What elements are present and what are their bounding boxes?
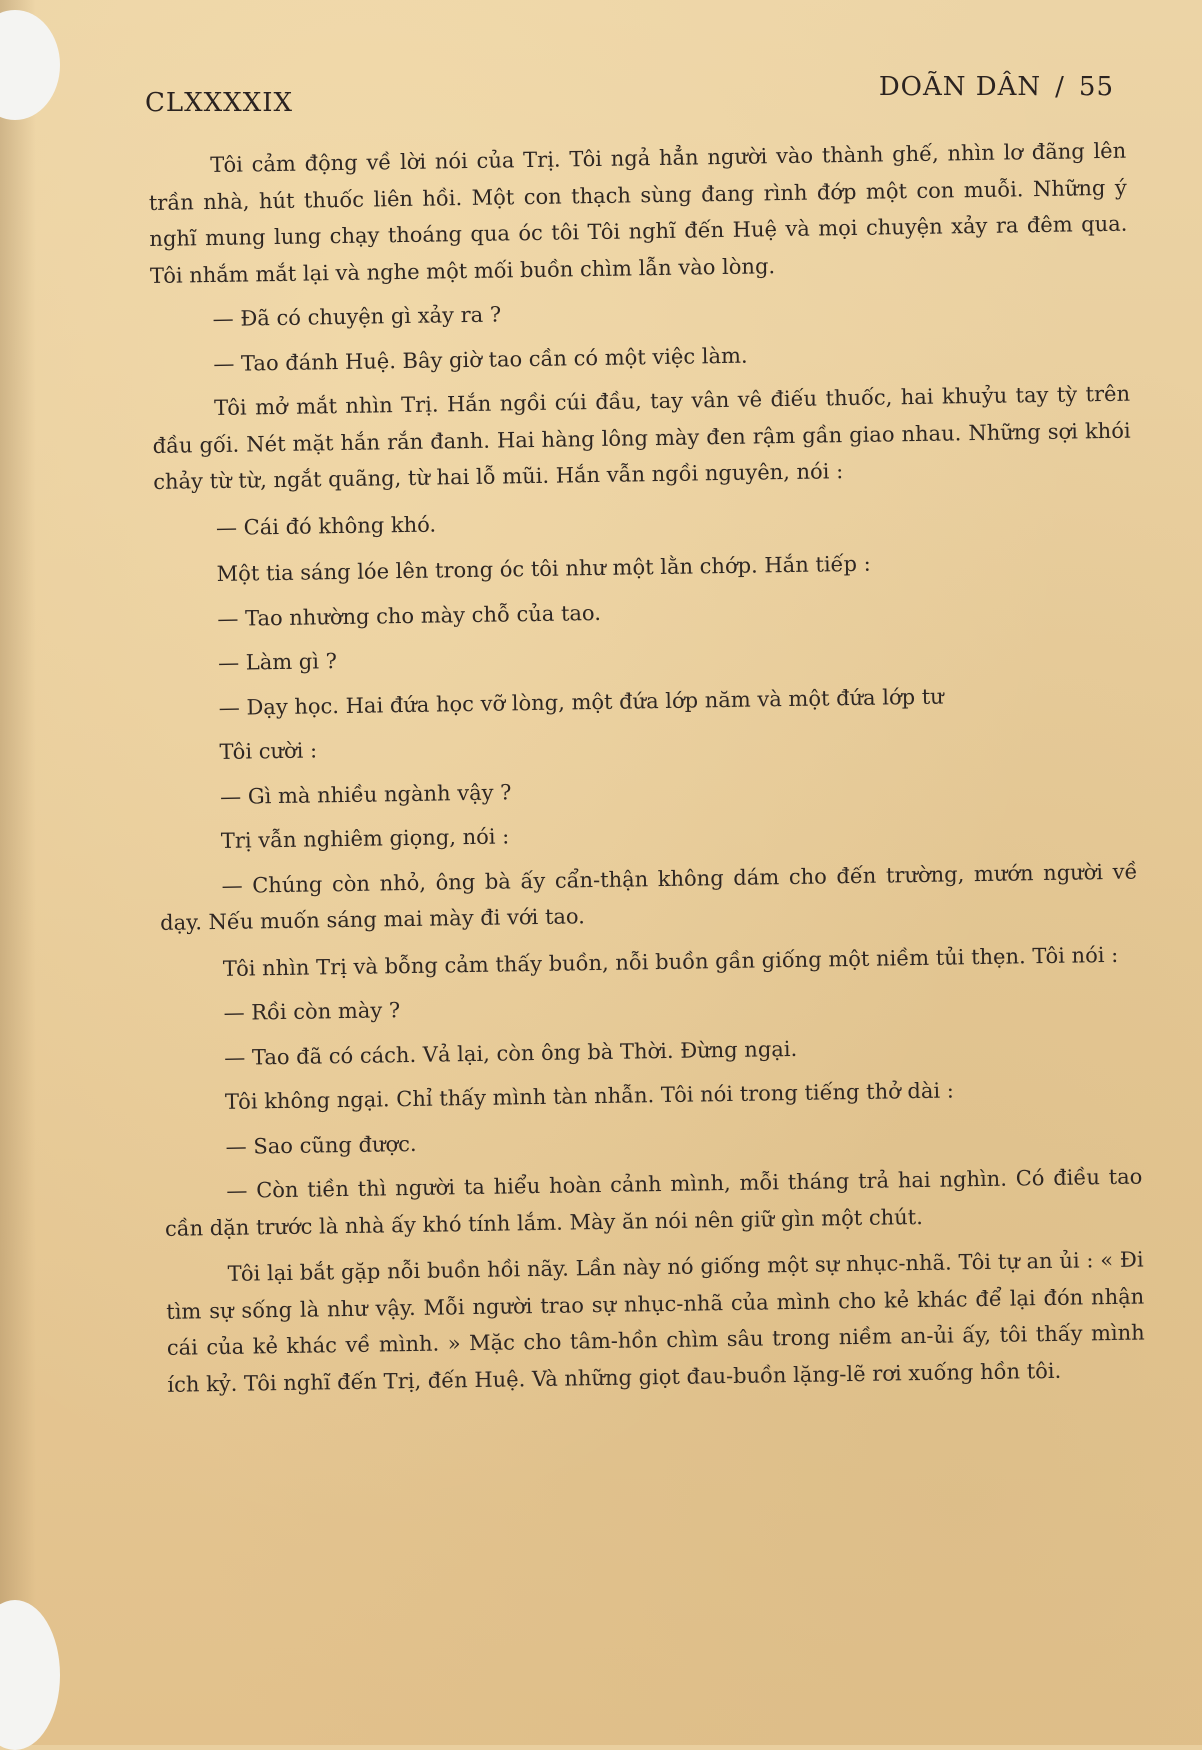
paragraph: Tôi lại bắt gặp nỗi buồn hồi nãy. Lần này nó giống một sự nhục-nhã. Tôi tự an ủi : « Đi tìm sự sống là như vậy. Mỗi người trao sự nhục-nhã của mình cho kẻ khác để lại đón nhận cái của kẻ khác về mình. » Mặc cho tâm-hồn chìm sâu trong niềm an-ủi ấy, tôi thấy mình ích kỷ. Tôi nghĩ đến Trị, đến Huệ. Và những giọt đau-buồn lặng-lẽ rơi xuống hồn tôi. [166,1247,1145,1397]
paragraph: Tôi cười : [219,738,318,764]
page-edge-shadow [0,0,36,1745]
author-and-page [879,72,1114,102]
dialogue-line: — Tao đánh Huệ. Bây giờ tao cần có một việc làm. [213,343,748,376]
binding-hole [0,1600,60,1750]
paragraph: Tôi cảm động về lời nói của Trị. Tôi ngả hẳn người vào thành ghế, nhìn lơ đãng lên trần nhà, hút thuốc liên hồi. Một con thạch sùng đang rình đớp một con muỗi. Những ý nghĩ mung lung chạy thoáng qua óc tôi Tôi nghĩ đến Huệ và mọi chuyện xảy ra đêm qua. Tôi nhắm mắt lại và nghe một mối buồn chìm lẫn vào lòng. [148,138,1128,288]
dialogue-paragraph: — Còn tiền thì người ta hiểu hoàn cảnh mình, mỗi tháng trả hai nghìn. Có điều tao cần dặn trước là nhà ấy khó tính lắm. Mày ăn nói nên giữ gìn một chút. [164,1164,1143,1241]
dialogue-line: — Sao cũng được. [225,1131,417,1159]
paragraph: Trị vẫn nghiêm giọng, nói : [220,824,510,853]
paragraph: Tôi mở mắt nhìn Trị. Hắn ngồi cúi đầu, tay vân vê điếu thuốc, hai khuỷu tay tỳ trên đầu gối. Nét mặt hắn rắn đanh. Hai hàng lông mày đen rậm gần giao nhau. Những sợi khói chảy từ từ, ngắt quãng, từ hai lỗ mũi. Hắn vẫn ngồi nguyên, nói : [152,381,1131,494]
dialogue-line: — Làm gì ? [217,649,338,675]
body-text [148,133,1146,1403]
dialogue-line: — Cái đó không khó. [215,512,437,540]
dialogue-line: — Tao nhường cho mày chỗ của tao. [217,600,602,631]
dialogue-line: — Dạy học. Hai đứa học vỡ lòng, một đứa lớp năm và một đứa lớp tư [218,684,944,720]
dialogue-line: — Rồi còn mày ? [223,998,401,1025]
author-name: DOÃN DÂN [878,72,1042,102]
dialogue-line: — Gì mà nhiều ngành vậy ? [220,779,512,809]
binding-hole [0,10,60,120]
paragraph: Một tia sáng lóe lên trong óc tôi như một lằn chớp. Hắn tiếp : [216,551,871,586]
header-separator: / [1055,72,1065,102]
chapter-number: CLXXXXIX [145,88,293,118]
dialogue-line: — Đã có chuyện gì xảy ra ? [212,302,502,332]
dialogue-paragraph: — Chúng còn nhỏ, ông bà ấy cẩn-thận không dám cho đến trường, mướn người về dạy. Nếu muốn sáng mai mày đi với tao. [159,859,1138,935]
running-head [145,70,1114,118]
dialogue-line: — Tao đã có cách. Vả lại, còn ông bà Thời. Đừng ngại. [224,1036,798,1070]
paragraph: Tôi nhìn Trị và bỗng cảm thấy buồn, nỗi buồn gần giống một niềm tủi thẹn. Tôi nói : [222,942,1119,981]
page-number: 55 [1078,72,1114,102]
paragraph: Tôi không ngại. Chỉ thấy mình tàn nhẫn. Tôi nói trong tiếng thở dài : [224,1078,955,1114]
